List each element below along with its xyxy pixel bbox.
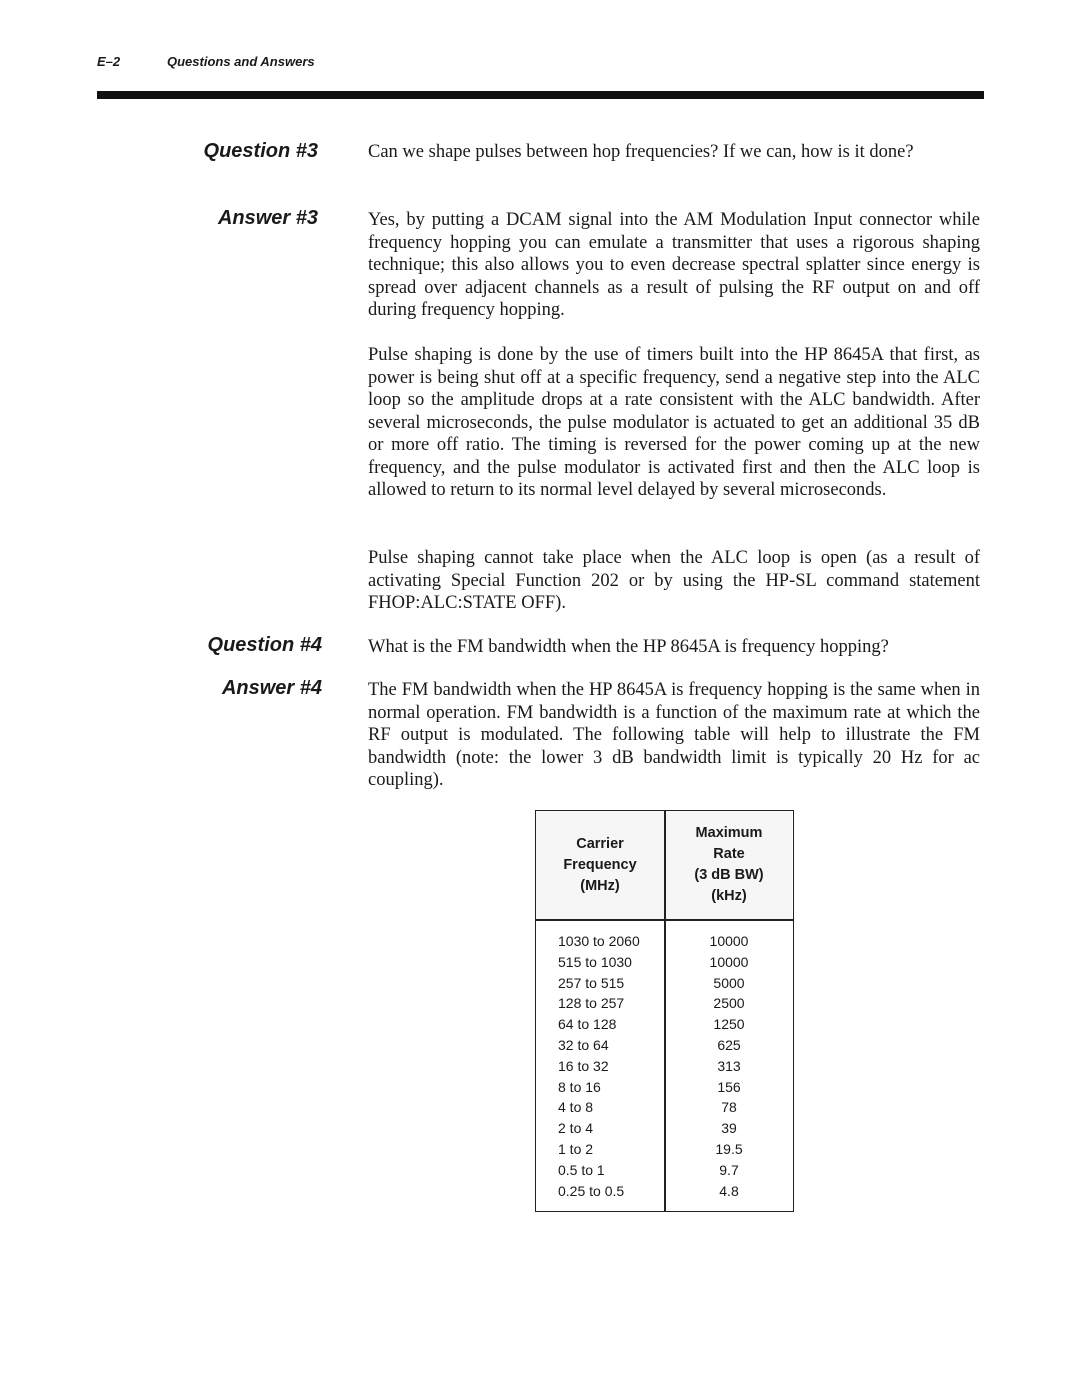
- question-3-text: Can we shape pulses between hop frequencies? If we can, how is it done?: [368, 142, 914, 162]
- table-cell: 625: [717, 1036, 741, 1053]
- table-cell: 32 to 64: [558, 1036, 609, 1053]
- table-cell: 64 to 128: [558, 1016, 617, 1033]
- table-cell: 10000: [709, 953, 749, 970]
- question-4-label: Question #4: [207, 634, 322, 656]
- table-cell: 16 to 32: [558, 1057, 609, 1074]
- answer-4-text: The FM bandwidth when the HP 8645A is frequency hopping is the same when in normal operation. FM bandwidth is a function of the maximum rate at which the RF output is modulated. The following table will help to illustrate the FM bandwidth (note: the lower 3 dB bandwidth limit is typically 20 Hz for ac coupling).: [368, 680, 980, 790]
- answer-3-para-3: Pulse shaping cannot take place when the ALC loop is open (as a result of activating Special Function 202 or by using the HP-SL command statement FHOP:ALC:STATE OFF).: [368, 548, 980, 613]
- table-cell: 8 to 16: [558, 1078, 601, 1095]
- table-cell: 5000: [713, 974, 745, 991]
- col-header-maximum-rate: Maximum Rate (3 dB BW) (kHz): [666, 811, 792, 919]
- header-divider: [536, 919, 793, 921]
- table-cell: 78: [721, 1099, 737, 1116]
- table-cell: 4.8: [719, 1182, 739, 1199]
- col-header-carrier-frequency: Carrier Frequency (MHz): [536, 811, 664, 919]
- table-cell: 10000: [709, 933, 749, 949]
- table-cell: 19.5: [715, 1140, 743, 1157]
- max-rate-column: [666, 931, 792, 1201]
- table-cell: 9.7: [719, 1161, 739, 1178]
- header-rule: [97, 91, 984, 99]
- page-header: [97, 54, 315, 69]
- table-cell: 313: [717, 1057, 741, 1074]
- table-cell: 1030 to 2060: [558, 933, 640, 949]
- answer-3-para-1: Yes, by putting a DCAM signal into the AM Modulation Input connector while frequency hopping you can emulate a transmitter that uses a rigorous shaping technique; this also allows you to even decrease spectral splatter since energy is spread over adjacent channels as a result of pulsing the RF output on and off during frequency hopping.: [368, 210, 980, 320]
- table-cell: 257 to 515: [558, 974, 625, 991]
- table-cell: 128 to 257: [558, 995, 625, 1012]
- answer-3-label: Answer #3: [217, 207, 318, 229]
- table-cell: 1250: [713, 1016, 745, 1033]
- section-title: Questions and Answers: [167, 54, 315, 69]
- table-cell: 4 to 8: [558, 1099, 594, 1116]
- answer-4-label: Answer #4: [221, 677, 322, 699]
- answer-3-para-2: Pulse shaping is done by the use of timers built into the HP 8645A that first, as power is being shut off at a specific frequency, send a negative step into the ALC loop so the amplitude drops at a rate consistent with the ALC bandwidth. After several microseconds, the pulse modulator is actuated to get an additional 35 dB or more off ratio. The timing is reversed for the power coming up at the new frequency, and the pulse modulator is activated first and then the ALC loop is allowed to return to its normal level delayed by several microseconds.: [368, 345, 980, 500]
- table-cell: 1 to 2: [558, 1140, 594, 1157]
- table-cell: 39: [721, 1120, 737, 1137]
- table-cell: 0.5 to 1: [558, 1161, 605, 1178]
- question-4-text: What is the FM bandwidth when the HP 8645A is frequency hopping?: [368, 637, 889, 657]
- table-cell: 515 to 1030: [558, 953, 632, 970]
- table-cell: 2 to 4: [558, 1120, 594, 1137]
- fm-bandwidth-table: [535, 810, 794, 1212]
- page-number: E–2: [97, 54, 121, 69]
- carrier-frequency-column: [558, 931, 640, 1201]
- table-cell: 0.25 to 0.5: [558, 1182, 625, 1199]
- question-3-label: Question #3: [203, 140, 318, 162]
- table-cell: 156: [717, 1078, 741, 1095]
- table-cell: 2500: [713, 995, 745, 1012]
